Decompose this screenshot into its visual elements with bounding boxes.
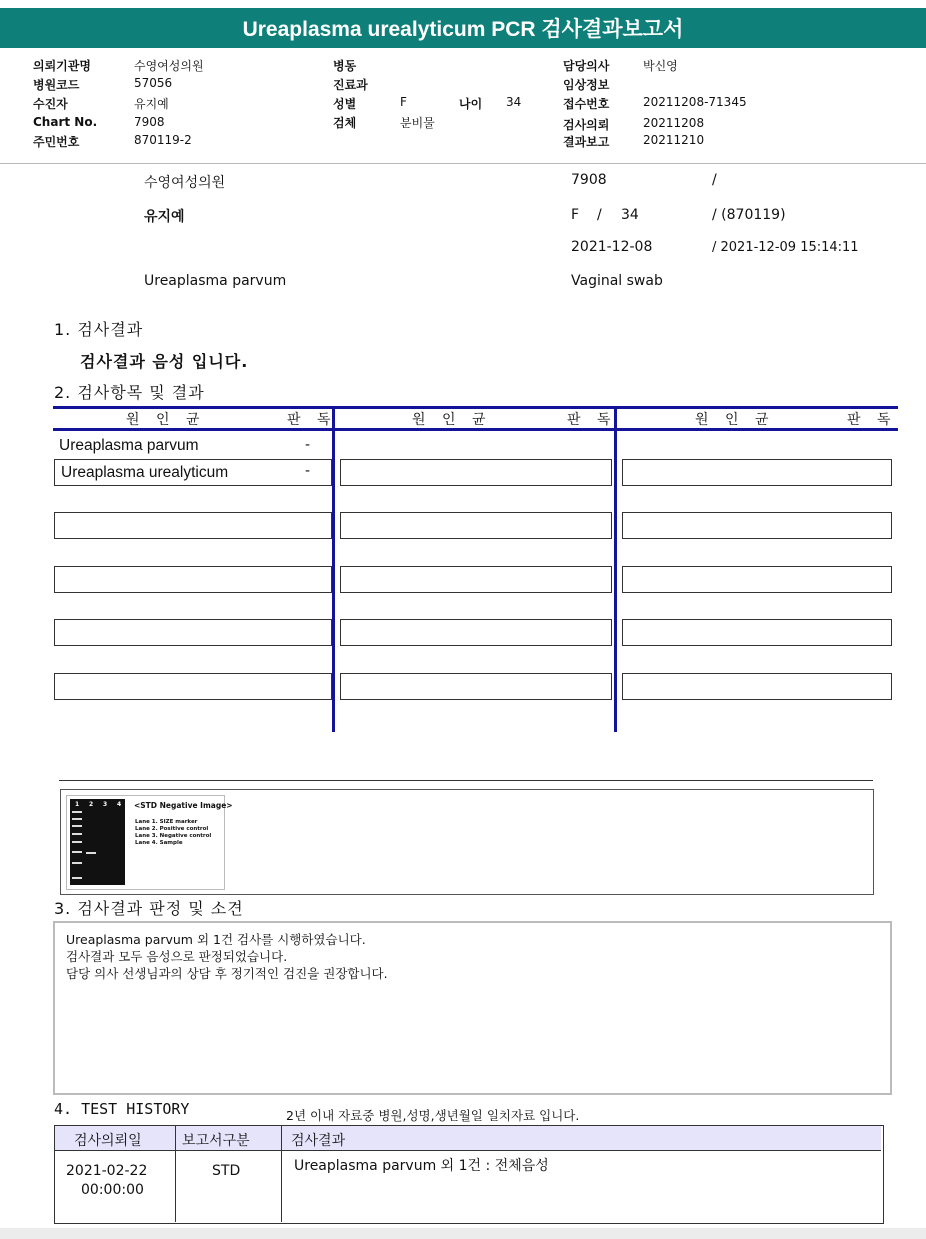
history-type: STD [212, 1163, 241, 1179]
history-col-header: 검사결과 [291, 1133, 346, 1149]
history-result: Ureaplasma parvum 외 1건 : 전체음성 [294, 1158, 549, 1174]
history-col-header: 보고서구분 [182, 1133, 250, 1149]
header-value: 20211210 [643, 133, 705, 147]
header-divider [0, 163, 926, 164]
summary-birth: / (870119) [712, 207, 786, 223]
header-value: 유지예 [134, 97, 169, 111]
result-row-value: - [305, 437, 311, 453]
gel-lane-label: 1 [75, 801, 80, 808]
result-row-name: Ureaplasma urealyticum [61, 464, 229, 481]
comment-line: 검사결과 모두 음성으로 판정되었습니다. [66, 949, 288, 964]
header-value: 분비물 [400, 116, 435, 130]
history-column-divider [281, 1126, 282, 1222]
header-label: 결과보고 [563, 135, 610, 149]
result-cell [54, 619, 332, 646]
gel-band [72, 825, 82, 827]
history-date: 2021-02-22 [66, 1163, 148, 1179]
section1-heading: 1. 검사결과 [54, 320, 144, 339]
result-cell [340, 673, 612, 700]
col-header-organism: 원 인 균 [126, 412, 206, 428]
gel-legend-item: Lane 2. Positive control [135, 826, 209, 832]
result-cell [622, 619, 892, 646]
header-value: 박신영 [643, 59, 678, 73]
gel-band [86, 852, 96, 854]
header-value: F [400, 95, 407, 109]
header-label: 병동 [333, 59, 357, 73]
header-label: 주민번호 [33, 135, 80, 149]
result-row-value: - [305, 463, 311, 479]
result-cell [622, 566, 892, 593]
gel-title: <STD Negative Image> [134, 801, 233, 810]
summary-chart: 7908 [571, 172, 607, 188]
summary-sex: F [571, 207, 580, 223]
header-label: 성별 [333, 97, 357, 111]
history-column-divider [175, 1126, 176, 1222]
col-header-organism: 원 인 균 [695, 412, 775, 428]
header-label: 병원코드 [33, 78, 80, 92]
header-value: 57056 [134, 76, 173, 90]
result-cell [340, 619, 612, 646]
history-col-header: 검사의뢰일 [74, 1133, 142, 1149]
result-cell [340, 459, 612, 486]
result-cell [54, 512, 332, 539]
header-label: 나이 [459, 97, 483, 111]
gel-band [72, 877, 82, 879]
header-label: 진료과 [333, 78, 368, 92]
section1-result-text: 검사결과 음성 입니다. [80, 352, 249, 371]
summary-slash: / [712, 172, 717, 188]
header-value: 7908 [134, 115, 165, 129]
result-cell [622, 459, 892, 486]
gel-band [72, 833, 82, 835]
gel-band [72, 851, 82, 853]
header-value: 870119-2 [134, 133, 192, 147]
gel-electrophoresis-image [70, 799, 125, 885]
table-column-divider [332, 406, 335, 732]
header-label: 검사의뢰 [563, 118, 610, 132]
summary-test-item: Ureaplasma parvum [144, 273, 287, 289]
col-header-result: 판 독 [567, 412, 617, 428]
result-cell [622, 512, 892, 539]
gel-lane-label: 4 [117, 801, 122, 808]
result-cell [340, 512, 612, 539]
gel-band [72, 841, 82, 843]
gel-legend-item: Lane 4. Sample [135, 840, 183, 846]
gel-divider [59, 780, 873, 781]
gel-band [72, 818, 82, 820]
header-value: 34 [506, 95, 522, 109]
result-cell [54, 673, 332, 700]
summary-patient: 유지예 [144, 209, 185, 225]
section3-heading: 3. 검사결과 판정 및 소견 [54, 899, 244, 918]
header-label: 접수번호 [563, 97, 610, 111]
history-time: 00:00:00 [81, 1182, 144, 1198]
col-header-result: 판 독 [847, 412, 897, 428]
summary-hospital: 수영여성의원 [144, 175, 226, 191]
header-value: 수영여성의원 [134, 59, 204, 73]
summary-age: 34 [621, 207, 639, 223]
report-title: Ureaplasma urealyticum PCR 검사결과보고서 [0, 8, 926, 48]
gel-legend-item: Lane 3. Negative control [135, 833, 212, 839]
gel-lane-label: 2 [89, 801, 94, 808]
col-header-organism: 원 인 균 [412, 412, 492, 428]
col-header-result: 판 독 [287, 412, 337, 428]
summary-specimen: Vaginal swab [571, 273, 663, 289]
gel-band [72, 862, 82, 864]
summary-date-reported: / 2021-12-09 15:14:11 [712, 240, 859, 255]
result-row-name: Ureaplasma parvum [59, 437, 199, 454]
section4-heading: 4. TEST HISTORY [54, 1100, 190, 1118]
gel-band [72, 811, 82, 813]
result-cell [622, 673, 892, 700]
summary-separator: / [597, 207, 602, 223]
comment-line: Ureaplasma parvum 외 1건 검사를 시행하였습니다. [66, 932, 366, 947]
header-label: Chart No. [33, 115, 98, 129]
gel-legend-item: Lane 1. SIZE marker [135, 819, 198, 825]
section2-heading: 2. 검사항목 및 결과 [54, 383, 205, 402]
result-cell [54, 566, 332, 593]
header-value: 20211208 [643, 116, 705, 130]
gel-lane-label: 3 [103, 801, 108, 808]
summary-date-received: 2021-12-08 [571, 239, 653, 255]
history-note: 2년 이내 자료중 병원,성명,생년월일 일치자료 입니다. [286, 1108, 580, 1123]
header-value: 20211208-71345 [643, 95, 747, 109]
result-cell [340, 566, 612, 593]
header-label: 검체 [333, 116, 357, 130]
page-bottom-strip [0, 1228, 926, 1239]
comment-line: 담당 의사 선생님과의 상담 후 정기적인 검진을 권장합니다. [66, 966, 388, 981]
header-label: 수진자 [33, 97, 68, 111]
table-column-divider [614, 406, 617, 732]
header-label: 담당의사 [563, 59, 610, 73]
header-label: 임상정보 [563, 78, 610, 92]
header-label: 의뢰기관명 [33, 59, 91, 73]
